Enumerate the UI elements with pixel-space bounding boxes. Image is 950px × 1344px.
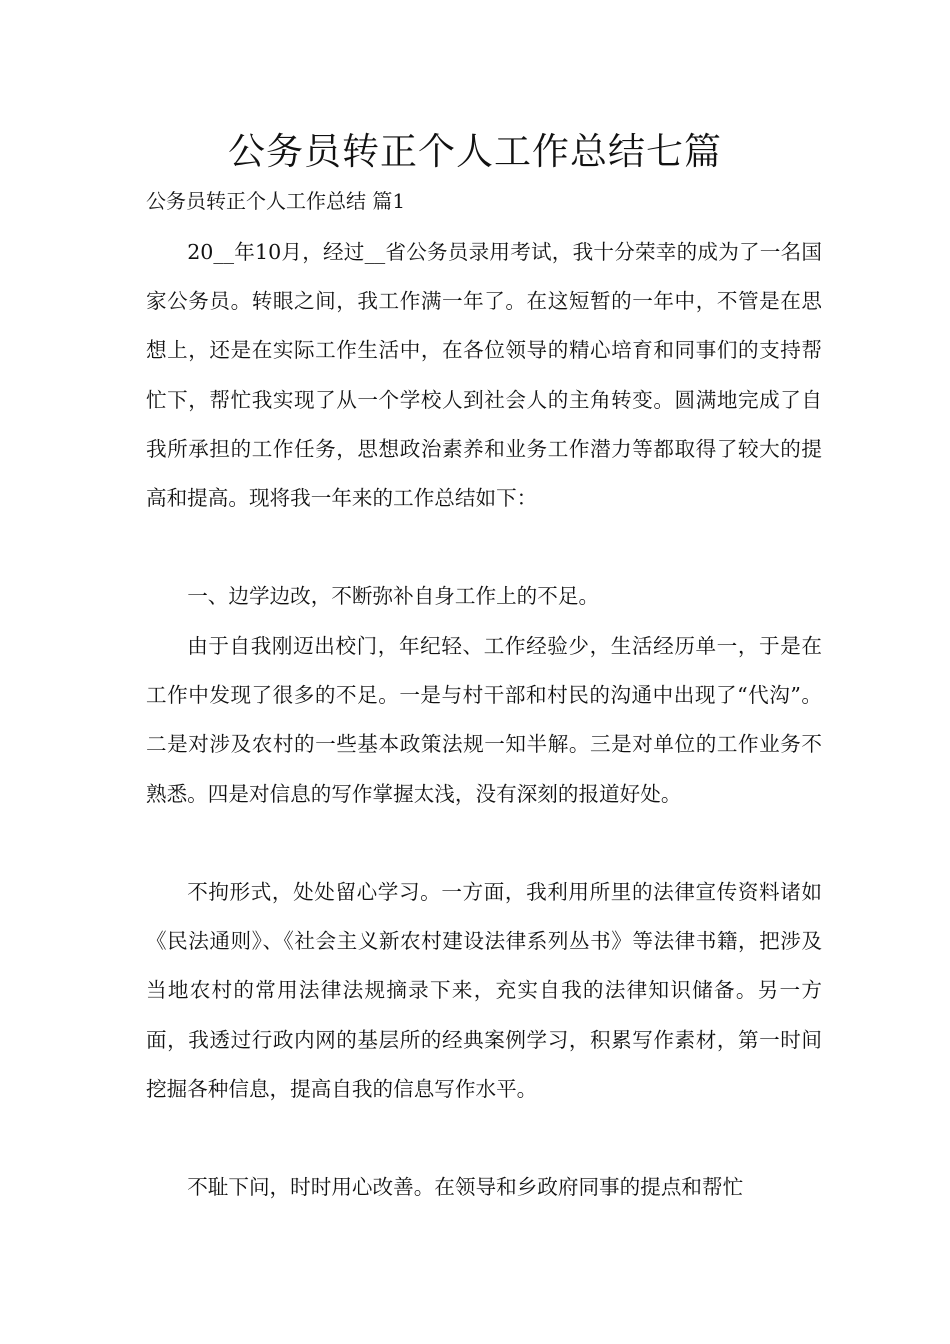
paragraph-intro: 20__年10月，经过__省公务员录用考试，我十分荣幸的成为了一名国家公务员。转眼之间，我工作满一年了。在这短暂的一年中，不管是在思想上，还是在实际工作生活中，在各位领导的精心培育和同事们的支持帮忙下，帮忙我实现了从一个学校人到社会人的主角转变。圆满地完成了自我所承担的工作任务，思想政治素养和业务工作潜力等都取得了较大的提高和提高。现将我一年来的工作总结如下： — [146, 240, 822, 511]
section-heading: 公务员转正个人工作总结 篇1 — [146, 189, 406, 213]
paragraph-shortcomings: 由于自我刚迈出校门，年纪轻、工作经验少，生活经历单一，于是在工作中发现了很多的不足。一是与村干部和村民的沟通中出现了“代沟”。二是对涉及农村的一些基本政策法规一知半解。三是对单位的工作业务不熟悉。四是对信息的写作掌握太浅，没有深刻的报道好处。 — [146, 634, 822, 806]
paragraph-learning: 不拘形式，处处留心学习。一方面，我利用所里的法律宣传资料诸如《民法通则》、《社会主义新农村建设法律系列丛书》等法律书籍，把涉及当地农村的常用法律法规摘录下来，充实自我的法律知识储备。另一方面，我透过行政内网的基层所的经典案例学习，积累写作素材，第一时间挖掘各种信息，提高自我的信息写作水平。 — [146, 880, 822, 1101]
document-title: 公务员转正个人工作总结七篇 — [228, 130, 722, 173]
paragraph-improvement: 不耻下问，时时用心改善。在领导和乡政府同事的提点和帮忙 — [187, 1175, 744, 1199]
paragraph-section-one-heading: 一、边学边改，不断弥补自身工作上的不足。 — [187, 584, 600, 608]
